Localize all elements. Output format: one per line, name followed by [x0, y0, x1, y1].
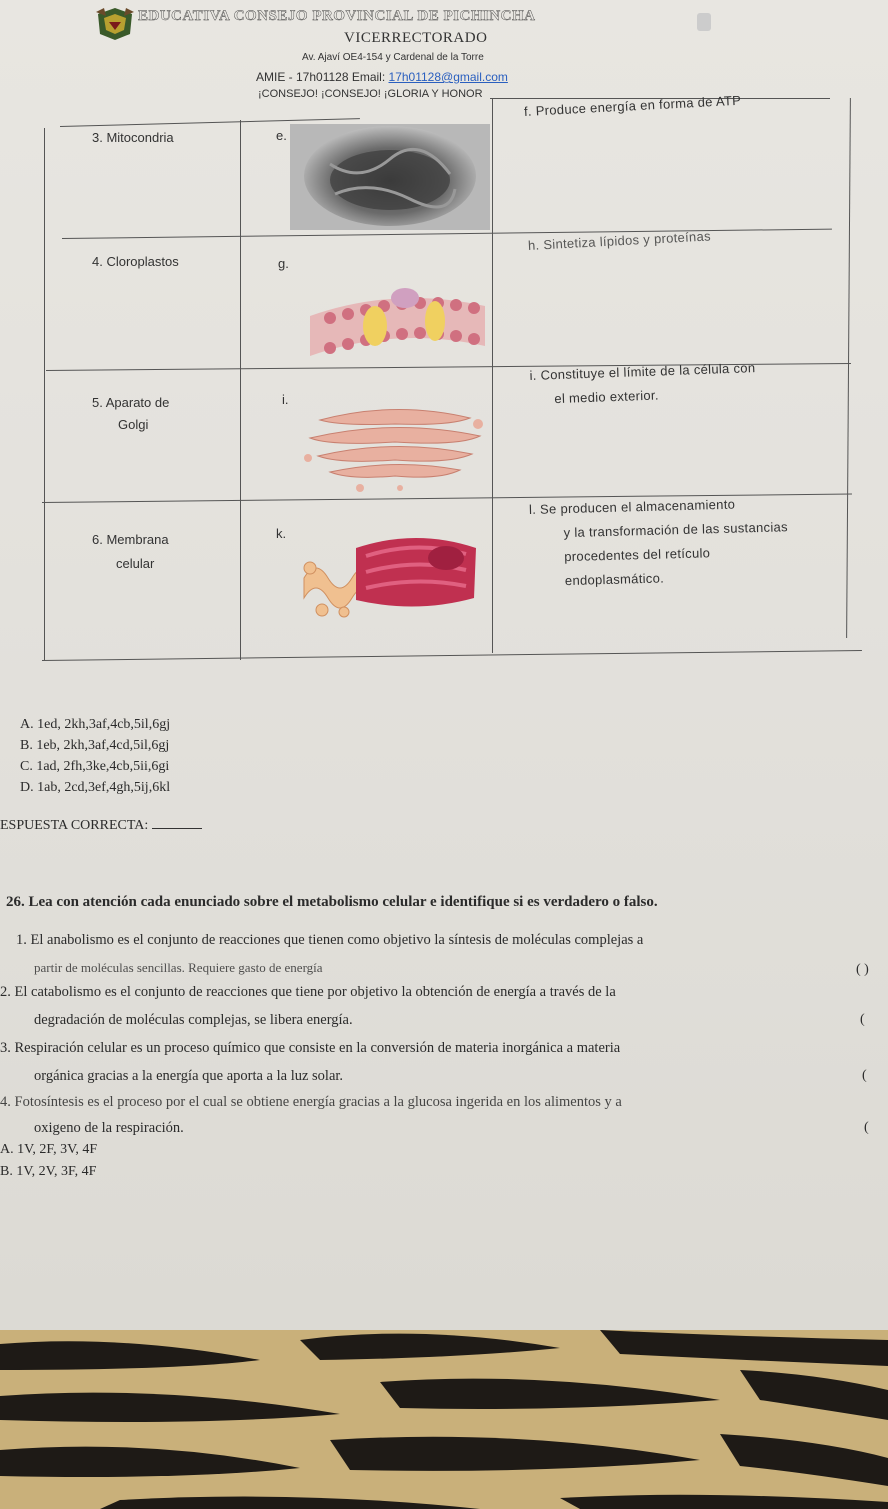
- image-letter-e: e.: [276, 128, 287, 143]
- endoplasmic-reticulum-illustration: [296, 528, 492, 618]
- answer-choices: [20, 714, 170, 798]
- answer-blank[interactable]: [152, 828, 202, 829]
- table-border-right: [846, 98, 851, 638]
- table-border-bottom: [42, 650, 862, 661]
- office-title: VICERRECTORADO: [344, 30, 488, 46]
- definition-i-line1: i. Constituye el límite de la célula con: [529, 360, 756, 384]
- matching-table: [0, 0, 888, 680]
- statement-1-line2: partir de moléculas sencillas. Requiere gasto de energía: [34, 960, 323, 975]
- golgi-apparatus-illustration: [300, 400, 490, 496]
- statement-3-line1: 3. Respiración celular es un proceso químico que consiste en la conversión de materia inorgánica a materia: [0, 1040, 621, 1056]
- definition-i-line2: el medio exterior.: [554, 387, 659, 407]
- image-letter-g: g.: [278, 256, 289, 271]
- statement-2-answer[interactable]: (: [860, 1012, 865, 1027]
- definition-l: [529, 491, 790, 594]
- image-letter-i: i.: [282, 392, 289, 407]
- choice-c: C. 1ad, 2fh,3ke,4cb,5ii,6gi: [20, 759, 170, 774]
- statement-4-line2: oxigeno de la respiración.: [34, 1120, 184, 1136]
- term-mitocondria: 3. Mitocondria: [92, 130, 174, 145]
- school-motto: ¡CONSEJO! ¡CONSEJO! ¡GLORIA Y HONOR: [258, 88, 483, 100]
- statement-3-answer[interactable]: (: [862, 1068, 867, 1083]
- statement-3-line2: orgánica gracias a la energía que aporta a la luz solar.: [34, 1068, 344, 1084]
- question-26-option-b: B. 1V, 2V, 3F, 4F: [0, 1164, 97, 1179]
- definition-i: [529, 356, 756, 412]
- question-26-option-a: A. 1V, 2F, 3V, 4F: [0, 1142, 98, 1157]
- definition-l-line2: y la transformación de las sustancias: [563, 519, 789, 541]
- image-letter-k: k.: [276, 526, 287, 541]
- statement-2-line1: 2. El catabolismo es el conjunto de reacciones que tiene por objetivo la obtención de energía a través de la: [0, 984, 616, 1000]
- definition-l-line3: procedentes del retículo: [564, 545, 711, 565]
- term-aparato-golgi-line1: 5. Aparato de: [92, 395, 170, 410]
- school-name: EDUCATIVA CONSEJO PROVINCIAL DE PICHINCHA: [138, 8, 536, 24]
- definition-h: h. Sintetiza lípidos y proteínas: [527, 228, 712, 253]
- amie-text: AMIE - 17h01128 Email:: [256, 70, 389, 84]
- answer-label: ESPUESTA CORRECTA:: [0, 818, 149, 833]
- statement-1-line1: 1. El anabolismo es el conjunto de reacciones que tienen como objetivo la síntesis de moléculas complejas a: [16, 932, 644, 948]
- statement-4-line1: 4. Fotosíntesis es el proceso por el cual se obtiene energía gracias a la glucosa ingerida en los alimentos y a: [0, 1094, 622, 1110]
- definition-f: f. Produce energía en forma de ATP: [523, 92, 742, 119]
- term-aparato-golgi-line2: Golgi: [118, 417, 149, 432]
- table-border-left: [44, 128, 45, 660]
- term-membrana-line1: 6. Membrana: [92, 532, 169, 547]
- statement-2-line2: degradación de moléculas complejas, se libera energía.: [34, 1012, 353, 1028]
- zebra-rug-background: [0, 1330, 888, 1509]
- statement-4-answer[interactable]: (: [864, 1120, 869, 1135]
- term-membrana-celular: [92, 528, 169, 576]
- mitochondrion-micrograph: [290, 124, 490, 230]
- column-divider-1: [240, 120, 241, 660]
- choice-d: D. 1ab, 2cd,3ef,4gh,5ij,6kl: [20, 780, 171, 795]
- cell-membrane-illustration: [300, 276, 490, 358]
- school-address: Av. Ajaví OE4-154 y Cardenal de la Torre: [302, 52, 484, 63]
- row-divider-1: [62, 229, 832, 239]
- question-26-title: 26. Lea con atención cada enunciado sobre el metabolismo celular e identifique si es verdadero o falso.: [6, 894, 658, 910]
- term-membrana-line2: celular: [116, 556, 155, 571]
- choice-b: B. 1eb, 2kh,3af,4cd,5il,6gj: [20, 738, 170, 753]
- choice-a: A. 1ed, 2kh,3af,4cb,5il,6gj: [20, 717, 171, 732]
- statement-1-answer[interactable]: ( ): [856, 962, 869, 977]
- term-cloroplastos: 4. Cloroplastos: [92, 254, 179, 269]
- answer-line: [0, 818, 202, 834]
- term-aparato-golgi: [92, 392, 169, 436]
- email-link[interactable]: 17h01128@gmail.com: [388, 70, 508, 84]
- zebra-stripes-pattern: [0, 1330, 888, 1509]
- definition-l-line1: l. Se producen el almacenamiento: [528, 496, 736, 518]
- column-divider-2: [492, 98, 493, 653]
- definition-l-line4: endoplasmático.: [564, 570, 665, 589]
